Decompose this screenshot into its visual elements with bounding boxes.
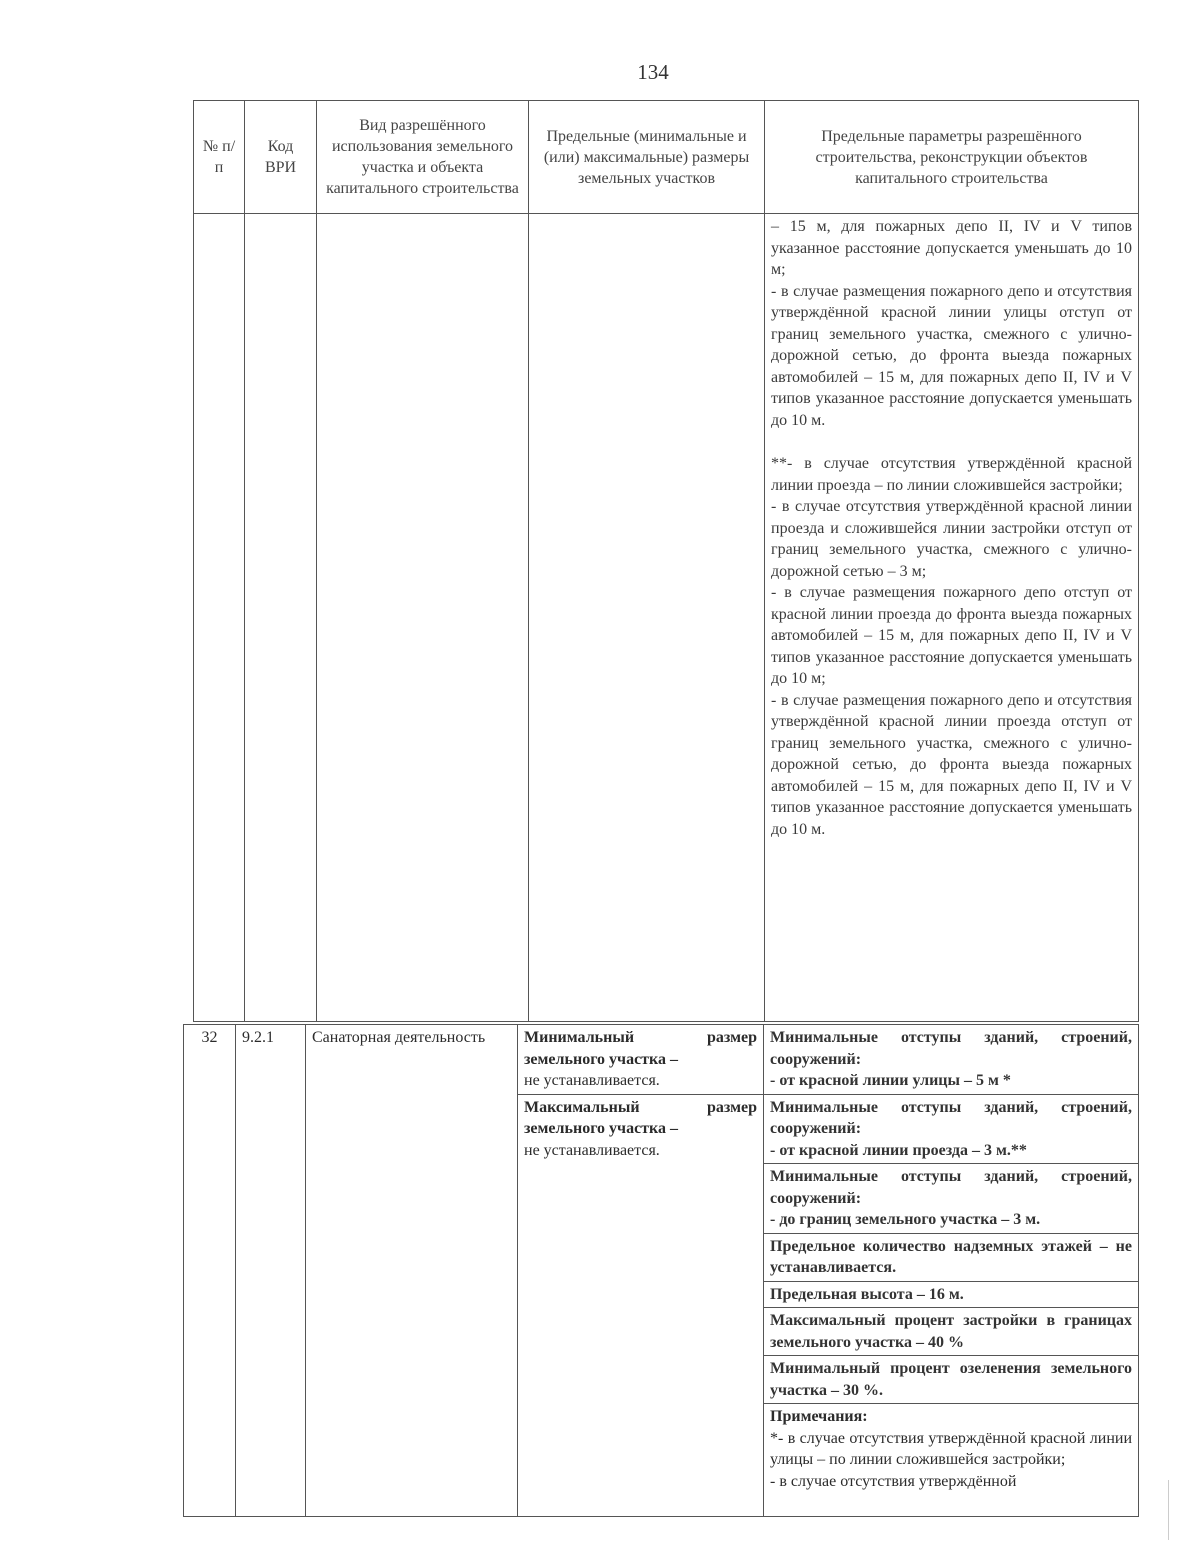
setback-street-cell	[764, 1025, 1139, 1095]
regulations-table-lower	[183, 1024, 1139, 1517]
row-code: 9.2.1	[236, 1025, 306, 1517]
coverage-cell: Максимальный процент застройки в границах земельного участка – 40 %	[764, 1308, 1139, 1356]
header-use-type: Вид разрешённого использования земельного участка и объекта капитального строительства	[317, 101, 529, 214]
header-number: № п/п	[194, 101, 245, 214]
note-text: *- в случае отсутствия утверждённой красной линии улицы – по линии сложившейся застройки;	[770, 1429, 1132, 1468]
min-size-value: не устанавливается.	[524, 1072, 660, 1089]
header-code: Код ВРИ	[245, 101, 317, 214]
cont-paragraph: - в случае размещения пожарного депо и отсутствия утверждённой красной линии проезда отступ от границ земельного участка, смежного с улично-дорожной сетью, до фронта выезда пожарных автомобилей – 15 м, для пожарных депо II, IV и V типов указанное расстояние допускается уменьшать до 10 м.	[771, 691, 1132, 838]
scan-edge-line	[1168, 1480, 1169, 1540]
setback-title: Минимальные отступы зданий, строений, сооружений:	[770, 1029, 1132, 1068]
notes-title: Примечания:	[770, 1408, 868, 1425]
table-header-row	[194, 101, 1139, 214]
note-text: - в случае отсутствия утверждённой	[770, 1472, 1017, 1490]
min-size-label: Минимальный размер земельного участка –	[524, 1029, 757, 1068]
cont-paragraph: - в случае размещения пожарного депо отступ от красной линии проезда до фронта выезда пожарных автомобилей – 15 м, для пожарных депо II, IV и V типов указанное расстояние допускается уменьшать до 10 м;	[771, 584, 1132, 687]
min-size-cell	[518, 1025, 764, 1095]
cont-paragraph: - в случае размещения пожарного депо и отсутствия утверждённой красной линии улицы отступ от границ земельного участка, смежного с улично-дорожной сетью, до фронта выезда пожарных автомобилей – 15 м, для пожарных депо II, IV и V типов указанное расстояние допускается уменьшать до 10 м.	[771, 282, 1132, 429]
height-cell: Предельная высота – 16 м.	[764, 1281, 1139, 1308]
cell-empty-size	[529, 214, 765, 1022]
continuation-text-cell	[765, 214, 1139, 1022]
header-plot-size: Предельные (минимальные и (или) максимальные) размеры земельных участков	[529, 101, 765, 214]
max-size-label: Максимальный размер земельного участка –	[524, 1098, 757, 1137]
cont-paragraph: **- в случае отсутствия утверждённой красной линии проезда – по линии сложившейся застройки;	[771, 455, 1132, 494]
greening-cell: Минимальный процент озеленения земельного участка – 30 %.	[764, 1356, 1139, 1404]
header-construction-params: Предельные параметры разрешённого строительства, реконструкции объектов капитального строительства	[765, 101, 1139, 214]
row-32-a	[184, 1025, 1139, 1095]
setback-driveway-cell	[764, 1094, 1139, 1164]
cont-paragraph: - в случае отсутствия утверждённой красной линии проезда и сложившейся линии застройки отступ от границ земельного участка, смежного с улично-дорожной сетью – 3 м;	[771, 498, 1132, 580]
row-number: 32	[184, 1025, 236, 1517]
setback-boundary-cell	[764, 1164, 1139, 1234]
regulations-table-upper	[193, 100, 1139, 1022]
cell-empty-code	[245, 214, 317, 1022]
cell-empty-num	[194, 214, 245, 1022]
page-number: 134	[637, 60, 669, 84]
notes-cell	[764, 1404, 1139, 1517]
max-size-cell	[518, 1094, 764, 1517]
setback-value: - до границ земельного участка – 3 м.	[770, 1211, 1041, 1228]
continuation-row	[194, 214, 1139, 1022]
max-size-value: не устанавливается.	[524, 1141, 660, 1159]
row-use-name: Санаторная деятельность	[306, 1025, 518, 1517]
setback-title: Минимальные отступы зданий, строений, сооружений:	[770, 1168, 1132, 1207]
setback-title: Минимальные отступы зданий, строений, сооружений:	[770, 1098, 1132, 1137]
cell-empty-use	[317, 214, 529, 1022]
floors-cell: Предельное количество надземных этажей – не устанавливается.	[764, 1233, 1139, 1281]
setback-value: - от красной линии проезда – 3 м.**	[770, 1141, 1027, 1159]
cont-paragraph: – 15 м, для пожарных депо II, IV и V типов указанное расстояние допускается уменьшать до 10 м;	[771, 218, 1132, 278]
setback-value: - от красной линии улицы – 5 м *	[770, 1072, 1011, 1089]
